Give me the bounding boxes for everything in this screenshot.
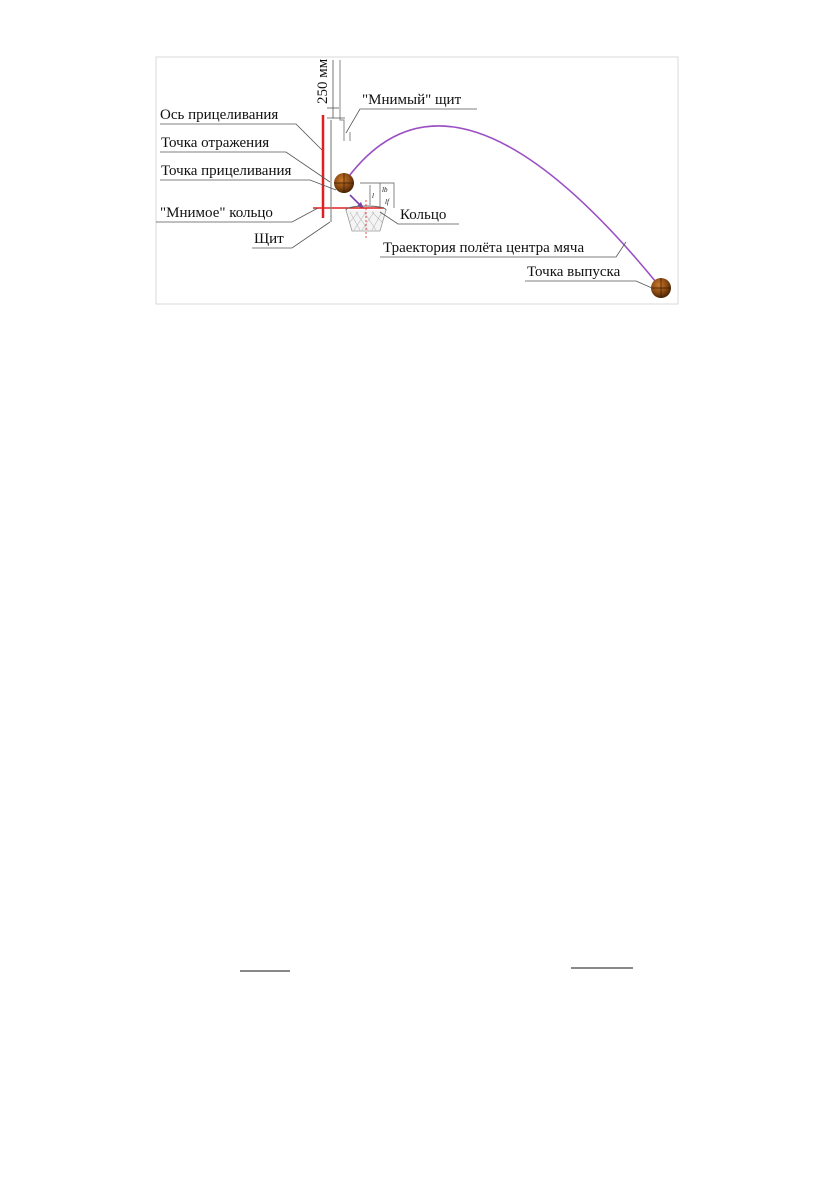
rim-label-lb: lb xyxy=(382,186,388,194)
dimension-label: 250 мм xyxy=(315,58,331,104)
label-virtual-ring: "Мнимое" кольцо xyxy=(160,205,273,221)
rim-label-l: l xyxy=(372,192,374,200)
label-aim-axis: Ось прицеливания xyxy=(160,107,279,123)
rim-label-lf: lf xyxy=(385,198,389,206)
label-virtual-backboard: "Мнимый" щит xyxy=(362,92,462,108)
label-reflection-point: Точка отражения xyxy=(161,135,270,151)
label-trajectory: Траектория полёта центра мяча xyxy=(383,240,585,256)
label-backboard: Щит xyxy=(254,231,284,247)
label-ring: Кольцо xyxy=(400,207,447,223)
label-release-point: Точка выпуска xyxy=(527,264,621,280)
label-aim-point: Точка прицеливания xyxy=(161,163,292,179)
